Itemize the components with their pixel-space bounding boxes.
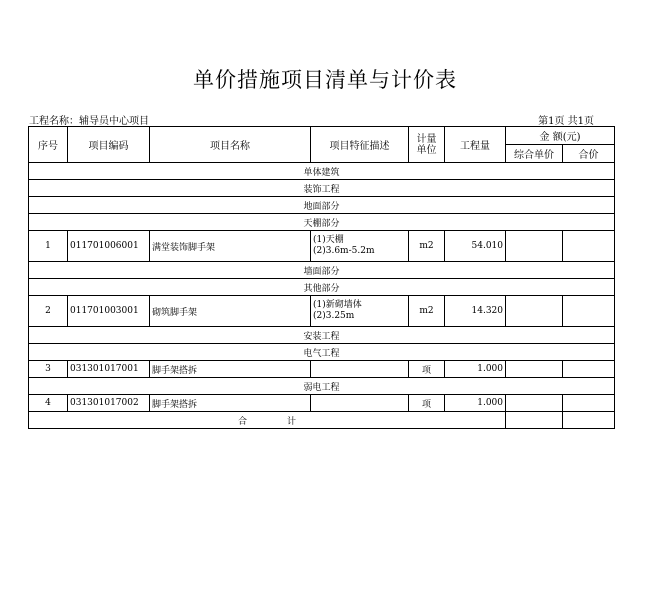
total-unit-price	[506, 412, 563, 429]
pricing-table	[28, 126, 615, 429]
section-title: 单体建筑	[29, 163, 615, 180]
cell-code: 031301017001	[68, 361, 150, 378]
section-title: 其他部分	[29, 279, 615, 296]
section-title: 安装工程	[29, 327, 615, 344]
page-info: 第1页 共1页	[538, 116, 594, 127]
cell-desc	[311, 361, 409, 378]
total-row	[29, 412, 615, 429]
header-total-price: 合价	[563, 145, 615, 163]
section-title: 弱电工程	[29, 378, 615, 395]
section-row	[29, 327, 615, 344]
cell-total-price	[563, 395, 615, 412]
cell-qty: 14.320	[445, 296, 506, 327]
table-row	[29, 231, 615, 262]
section-row	[29, 262, 615, 279]
cell-unit: 项	[409, 361, 445, 378]
cell-unit-price	[506, 296, 563, 327]
header-unit	[409, 127, 445, 163]
section-title: 电气工程	[29, 344, 615, 361]
cell-code: 011701003001	[68, 296, 150, 327]
section-row	[29, 197, 615, 214]
section-row	[29, 180, 615, 197]
header-unit-line1: 计量	[416, 133, 437, 145]
cell-seq: 2	[29, 296, 68, 327]
table-row	[29, 296, 615, 327]
total-label	[29, 412, 506, 429]
section-title: 地面部分	[29, 197, 615, 214]
cell-qty: 54.010	[445, 231, 506, 262]
section-row	[29, 163, 615, 180]
desc-line: (2)3.25m	[313, 311, 355, 321]
header-seq: 序号	[29, 127, 68, 163]
header-amount: 金 额(元)	[506, 127, 615, 145]
cell-seq: 3	[29, 361, 68, 378]
section-row	[29, 279, 615, 296]
header-qty: 工程量	[445, 127, 506, 163]
section-title: 天棚部分	[29, 214, 615, 231]
cell-unit: 项	[409, 395, 445, 412]
cell-unit-price	[506, 361, 563, 378]
total-label-part1: 合	[237, 416, 247, 427]
cell-unit-price	[506, 395, 563, 412]
cell-name: 砌筑脚手架	[150, 296, 311, 327]
cell-qty: 1.000	[445, 395, 506, 412]
total-label-part2: 计	[287, 416, 297, 427]
section-row	[29, 378, 615, 395]
cell-code: 031301017002	[68, 395, 150, 412]
header-name: 项目名称	[150, 127, 311, 163]
table-row	[29, 395, 615, 412]
header-unit-price: 综合单价	[506, 145, 563, 163]
desc-line: (1)新砌墙体	[313, 300, 362, 310]
section-row	[29, 344, 615, 361]
cell-name: 满堂装饰脚手架	[150, 231, 311, 262]
desc-line: (2)3.6m-5.2m	[313, 246, 375, 256]
cell-desc	[311, 231, 409, 262]
cell-name: 脚手架搭拆	[150, 395, 311, 412]
section-title: 装饰工程	[29, 180, 615, 197]
cell-desc	[311, 296, 409, 327]
section-row	[29, 214, 615, 231]
header-unit-line2: 单位	[416, 144, 437, 156]
total-price	[563, 412, 615, 429]
cell-unit-price	[506, 231, 563, 262]
header-code: 项目编码	[68, 127, 150, 163]
cell-desc	[311, 395, 409, 412]
section-title: 墙面部分	[29, 262, 615, 279]
cell-qty: 1.000	[445, 361, 506, 378]
cell-total-price	[563, 296, 615, 327]
cell-seq: 4	[29, 395, 68, 412]
table-row	[29, 361, 615, 378]
cell-seq: 1	[29, 231, 68, 262]
cell-unit: m2	[409, 296, 445, 327]
desc-line: (1)天棚	[313, 235, 344, 245]
project-name: 工程名称：辅导员中心项目	[29, 116, 149, 127]
page-title: 单价措施项目清单与计价表	[193, 68, 457, 92]
cell-unit: m2	[409, 231, 445, 262]
cell-code: 011701006001	[68, 231, 150, 262]
cell-total-price	[563, 231, 615, 262]
cell-total-price	[563, 361, 615, 378]
header-desc: 项目特征描述	[311, 127, 409, 163]
cell-name: 脚手架搭拆	[150, 361, 311, 378]
